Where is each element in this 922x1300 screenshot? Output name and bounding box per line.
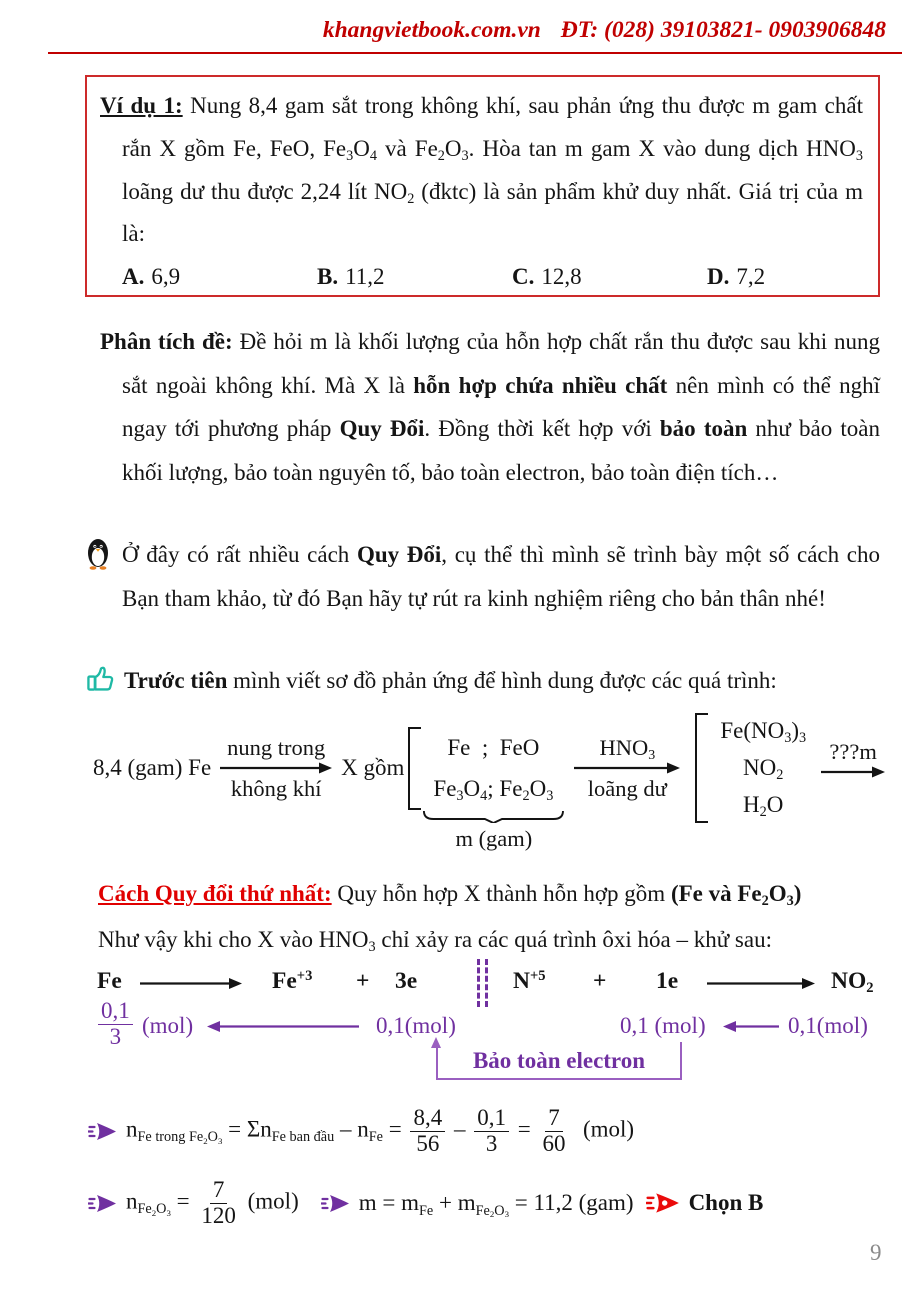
rocket-arrow-icon <box>321 1193 350 1214</box>
rocket-arrow-icon <box>88 1121 117 1142</box>
left-bracket <box>408 727 421 810</box>
arrow-bottom-label: loãng dư <box>587 776 667 801</box>
plus-sign: + <box>356 968 370 994</box>
product-row: $H_2O$ <box>743 792 784 821</box>
rocket-arrow-icon <box>88 1193 117 1214</box>
answer-value: 7,2 <box>736 264 766 290</box>
mol-value: 0,1(mol) <box>788 1013 868 1038</box>
answer-option-b <box>317 256 512 299</box>
website-url: khangvietbook.com.vn <box>322 17 541 43</box>
products-group <box>695 713 812 823</box>
page-number: 9 <box>870 1240 882 1265</box>
answer-options <box>100 256 863 299</box>
mixture-row: $Fe_3O_4$; $Fe_2O_3$ <box>433 775 554 804</box>
scheme-arrow-heating <box>220 734 332 802</box>
header-rule <box>48 52 902 54</box>
scheme-start: 8,4 (gam) Fe <box>93 755 212 780</box>
arrow-top-label: ???m <box>829 738 877 764</box>
penguin-icon <box>84 537 112 570</box>
right-arrow-icon <box>220 761 332 775</box>
redox-red-reactant: $N^{+5}$ <box>513 968 546 994</box>
calc-line-1 <box>88 1106 634 1157</box>
left-bracket <box>695 713 708 823</box>
calc-line-2 <box>88 1178 763 1229</box>
answer-option-c <box>512 256 707 299</box>
mixture-x-group <box>408 727 565 851</box>
answer-value: 11,2 <box>345 264 385 290</box>
left-arrow-icon <box>207 1020 359 1033</box>
redox-ox-electrons: 3e <box>395 968 418 994</box>
fraction-denominator: 3 <box>109 1023 122 1049</box>
answer-label: C. <box>512 264 535 290</box>
mol-unit: (mol) <box>142 1013 194 1038</box>
right-arrow-icon <box>707 977 815 990</box>
arrow-top-label: $HNO_3$ <box>599 735 656 764</box>
mol-value: 0,1 (mol) <box>620 1013 706 1038</box>
electron-balance-bracket <box>436 1042 682 1080</box>
left-arrow-icon <box>723 1020 779 1033</box>
fraction-numerator: 0,1 <box>98 999 133 1025</box>
answer-option-a <box>122 256 317 299</box>
method1-heading-rest: Quy hỗn hợp X thành hỗn hợp gồm (Fe và $Fe_2O_3$) <box>331 881 802 910</box>
reaction-scheme <box>93 713 894 851</box>
rocket-arrow-red-icon <box>646 1191 680 1215</box>
plus-sign: + <box>593 968 607 994</box>
underbrace <box>422 810 565 852</box>
method1-heading: Cách Quy đổi thứ nhất: <box>98 881 332 906</box>
right-arrow-icon <box>574 761 680 775</box>
thumbs-up-icon <box>84 662 116 694</box>
scheme-x-label: X gồm <box>341 755 405 780</box>
answer-label: D. <box>707 264 730 290</box>
redox-red-product: $NO_2$ <box>831 968 874 997</box>
page-header <box>323 17 886 44</box>
phone-numbers: ĐT: (028) 39103821- 0903906848 <box>560 17 886 43</box>
product-row: $NO_2$ <box>743 755 784 784</box>
calc-formula: $m = m_{Fe} + m_{Fe_2O_3} = 11,2$ (gam) <box>358 1190 634 1220</box>
method1-heading-line <box>98 881 880 910</box>
answer-value: 6,9 <box>151 264 181 290</box>
example-problem-text: Ví dụ 1: Nung 8,4 gam sắt trong không khí, sau phản ứng thu được m gam chất rắn X gồm Fe, FeO, $Fe_3O_4$ và $Fe_2O_3$. Hòa tan m gam X vào dung dịch $HNO_3$ loãng dư thu được 2,24 lít $NO_2$ (đktc) là sản phẩm khử duy nhất. Giá trị của m là: <box>100 93 863 247</box>
arrow-bottom-label: không khí <box>230 776 322 801</box>
answer-choice: Chọn B <box>688 1190 764 1216</box>
calc-formula: $n_{Fe trong Fe_2O_3} = \Sigma n_{Fe ban đầu} - n_{Fe}$ = $\frac{8,4}{56}$ – $\frac{0,1}{3}$ = $\frac{7}{60}$ (mol) <box>126 1105 635 1156</box>
analysis-paragraph: Phân tích đề: Đề hỏi m là khối lượng của hỗn hợp chất rắn thu được sau khi nung sắt ngoài không khí. Mà X là hỗn hợp chứa nhiều chất nên mình có thể nghĩ ngay tới phương pháp Quy Đổi. Đồng thời kết hợp với bảo toàn như bảo toàn khối lượng, bảo toàn nguyên tố, bảo toàn electron, bảo toàn điện tích… <box>100 329 881 485</box>
dashed-separator <box>477 959 488 1007</box>
scheme-arrow-acid <box>574 734 680 802</box>
answer-value: 12,8 <box>541 264 582 290</box>
mass-label: m (gam) <box>455 825 533 851</box>
redox-ox-reactant: Fe <box>97 968 122 994</box>
mixture-row: Fe ; FeO <box>447 734 540 760</box>
answer-label: A. <box>122 264 145 290</box>
answer-option-d <box>707 256 765 299</box>
answer-label: B. <box>317 264 339 290</box>
calc-formula: $n_{Fe_2O_3}$ = $\frac{7}{120}$ (mol) <box>126 1177 299 1228</box>
first-step-line: Trước tiên mình viết sơ đồ phản ứng để hình dung được các quá trình: <box>124 668 777 693</box>
arrow-top-label: nung trong <box>227 735 326 760</box>
products-stack <box>708 713 812 823</box>
right-arrow-icon <box>821 765 885 779</box>
method1-subline: Như vậy khi cho X vào $HNO_3$ chỉ xảy ra các quá trình ôxi hóa – khử sau: <box>98 927 772 956</box>
scheme-arrow-mass <box>821 738 885 779</box>
product-row: $Fe(NO_3)_3$ <box>720 718 807 747</box>
electron-balance-label: Bảo toàn electron <box>472 1048 646 1073</box>
mol-fraction <box>95 999 136 1050</box>
mol-value: 0,1(mol) <box>376 1013 456 1038</box>
redox-ox-product: $Fe^{+3}$ <box>272 968 313 994</box>
mixture-x-stack <box>421 727 565 810</box>
penguin-note-paragraph: Ở đây có rất nhiều cách Quy Đổi, cụ thể thì mình sẽ trình bày một số cách cho Bạn tham khảo, từ đó Bạn hãy tự rút ra kinh nghiệm riêng cho bản thân nhé! <box>122 542 880 611</box>
right-arrow-icon <box>140 977 242 990</box>
redox-red-electrons: 1e <box>656 968 679 994</box>
example-box <box>85 75 880 297</box>
